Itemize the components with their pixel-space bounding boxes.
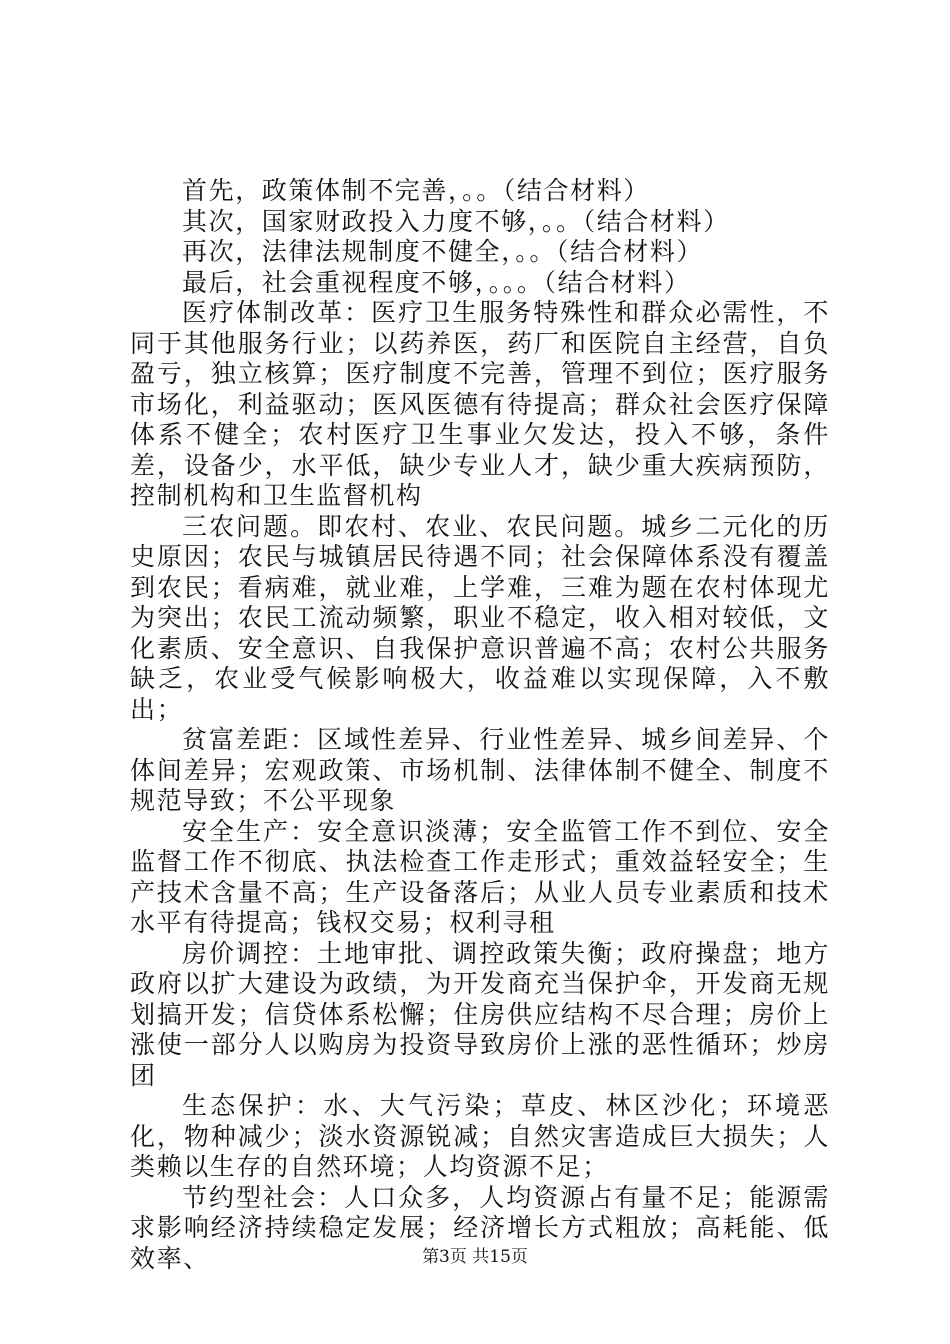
paragraph-work-safety: 安全生产：安全意识淡薄；安全监管工作不到位、安全监督工作不彻底、执法检查工作走形式；重效益轻安全；生产技术含量不高；生产设备落后；从业人员专业素质和技术水平有待提高；钱权交易；权利寻租 (130, 816, 830, 937)
paragraph-ecology: 生态保护：水、大气污染；草皮、林区沙化；环境恶化，物种减少；淡水资源锐减；自然灾害造成巨大损失；人类赖以生存的自然环境；人均资源不足； (130, 1091, 830, 1181)
paragraph-medical-reform: 医疗体制改革：医疗卫生服务特殊性和群众必需性，不同于其他服务行业；以药养医，药厂和医院自主经营，自负盈亏，独立核算；医疗制度不完善，管理不到位；医疗服务市场化，利益驱动；医风医德有待提高；群众社会医疗保障体系不健全；农村医疗卫生事业欠发达，投入不够，条件差，设备少，水平低，缺少专业人才，缺少重大疾病预防，控制机构和卫生监督机构 (130, 298, 830, 510)
paragraph-saving-society: 节约型社会：人口众多，人均资源占有量不足；能源需求影响经济持续稳定发展；经济增长方式粗放；高耗能、低效率、 (130, 1182, 830, 1273)
paragraph-finance: 其次，国家财政投入力度不够，。。（结合材料） (182, 206, 730, 236)
paragraph-society: 最后，社会重视程度不够，。。。（结合材料） (182, 267, 691, 297)
paragraph-law: 再次，法律法规制度不健全，。。（结合材料） (182, 237, 704, 266)
paragraph-wealth-gap: 贫富差距：区域性差异、行业性差异、城乡间差异、个体间差异；宏观政策、市场机制、法律体制不健全、制度不规范导致；不公平现象 (130, 725, 830, 815)
paragraph-three-rural: 三农问题。即农村、农业、农民问题。城乡二元化的历史原因；农民与城镇居民待遇不同；社会保障体系没有覆盖到农民；看病难，就业难，上学难，三难为题在农村体现尤为突出；农民工流动频繁，职业不稳定，收入相对较低，文化素质、安全意识、自我保护意识普遍不高；农村公共服务缺乏，农业受气候影响极大，收益难以实现保障，入不敷出； (130, 511, 830, 724)
page-indicator: 第3页 共15页 (422, 1247, 528, 1267)
paragraph-policy: 首先，政策体制不完善，。。（结合材料） (182, 176, 650, 205)
paragraph-housing-price: 房价调控：土地审批、调控政策失衡；政府操盘；地方政府以扩大建设为政绩，为开发商充当保护伞，开发商无规划搞开发；信贷体系松懈；住房供应结构不尽合理；房价上涨使一部分人以购房为投资导致房价上涨的恶性循环；炒房团 (130, 938, 830, 1090)
document-body (130, 176, 830, 1274)
